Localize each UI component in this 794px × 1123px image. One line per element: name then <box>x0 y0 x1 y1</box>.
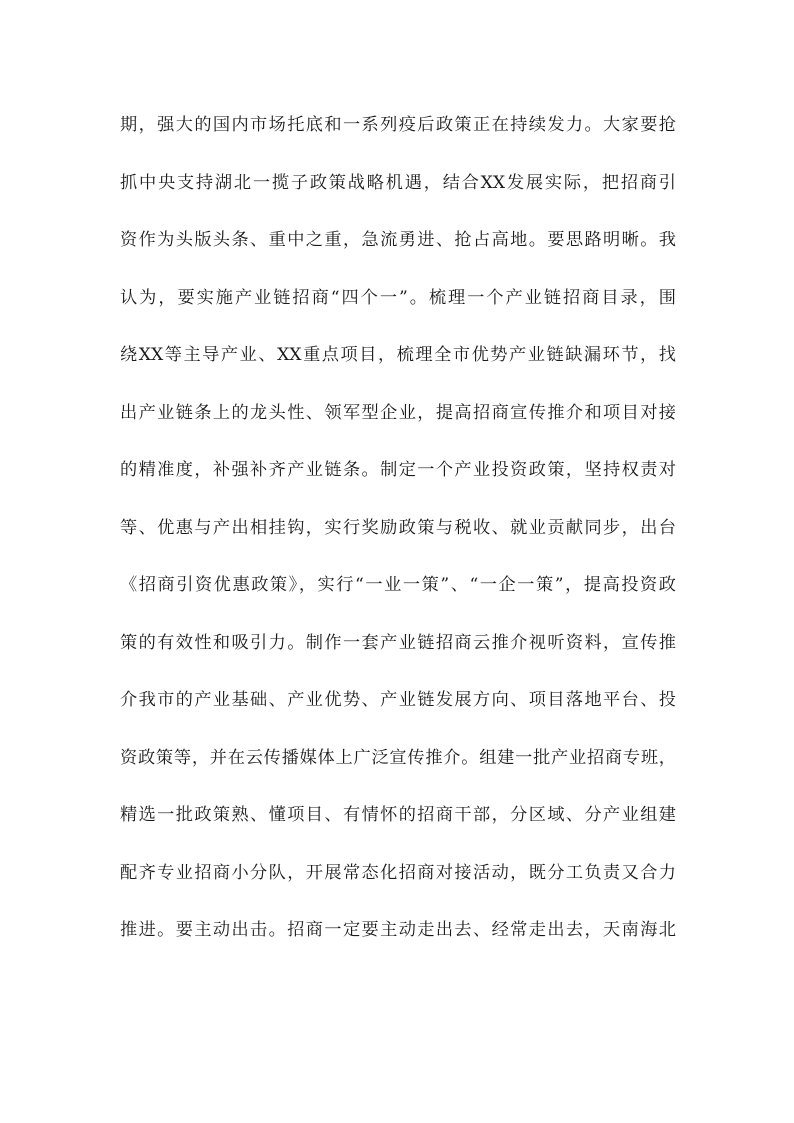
body-text <box>120 104 676 967</box>
text-line: 精选一批政策熟、懂项目、有情怀的招商干部，分区域、分产业组建 <box>120 805 676 825</box>
text-line: 介我市的产业基础、产业优势、产业链发展方向、项目落地平台、投 <box>120 690 676 710</box>
text-line: 资政策等，并在云传播媒体上广泛宣传推介。组建一批产业招商专班， <box>120 747 676 768</box>
text-line: 的精准度，补强补齐产业链条。制定一个产业投资政策，坚持权责对 <box>120 460 676 480</box>
text-line: 绕XX等主导产业、XX重点项目，梳理全市优势产业链缺漏环节，找 <box>120 345 676 365</box>
text-line: 推进。要主动出击。招商一定要主动走出去、经常走出去，天南海北 <box>120 920 676 940</box>
text-line: 策的有效性和吸引力。制作一套产业链招商云推介视听资料，宣传推 <box>120 632 676 653</box>
text-line: 出产业链条上的龙头性、领军型企业，提高招商宣传推介和项目对接 <box>120 402 676 423</box>
text-line: 《招商引资优惠政策》，实行“一业一策”、“一企一策”，提高投资政 <box>120 575 676 595</box>
text-line: 等、优惠与产出相挂钩，实行奖励政策与税收、就业贡献同步，出台 <box>120 517 676 538</box>
text-line: 配齐专业招商小分队，开展常态化招商对接活动，既分工负责又合力 <box>120 862 676 883</box>
text-line: 期，强大的国内市场托底和一系列疫后政策正在持续发力。大家要抢 <box>120 115 676 135</box>
text-line: 认为，要实施产业链招商“四个一”。梳理一个产业链招商目录，围 <box>120 287 676 308</box>
text-line: 资作为头版头条、重中之重，急流勇进、抢占高地。要思路明晰。我 <box>120 230 676 250</box>
text-line: 抓中央支持湖北一揽子政策战略机遇，结合XX发展实际，把招商引 <box>120 172 676 193</box>
